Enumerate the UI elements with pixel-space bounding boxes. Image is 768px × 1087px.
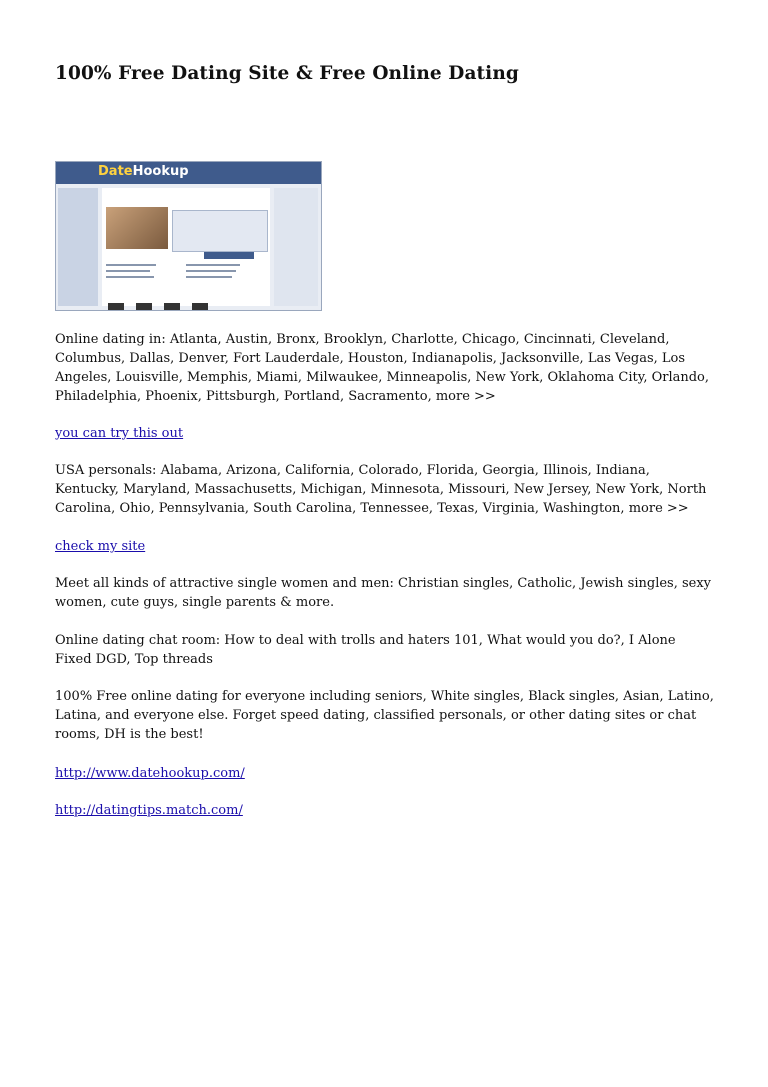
- screenshot-sidebar: [58, 188, 98, 306]
- screenshot-right-column: [274, 188, 318, 306]
- logo-text-date: Date: [98, 164, 133, 179]
- text-line: [186, 270, 236, 272]
- thumbnail: [164, 303, 180, 310]
- meet-paragraph: Meet all kinds of attractive single women and men: Christian singles, Catholic, Jewish singles, sexy women, cute guys, single parents & more.: [55, 576, 712, 610]
- text-line: [106, 264, 156, 266]
- text-line: [106, 276, 154, 278]
- chat-paragraph: Online dating chat room: How to deal with trolls and haters 101, What would you do?, I Alone Fixed DGD, Top threads: [55, 633, 676, 667]
- thumbnail: [192, 303, 208, 310]
- screenshot-header: [56, 162, 321, 184]
- cities-paragraph: Online dating in: Atlanta, Austin, Bronx, Brooklyn, Charlotte, Chicago, Cincinnati, Cleveland, Columbus, Dallas, Denver, Fort Lauderdale, Houston, Indianapolis, Jacksonville, Las Vegas, Los Angeles, Louisville, Memphis, Miami, Milwaukee, Minneapolis, New York, Oklahoma City, Orlando, Philadelphia, Phoenix, Pittsburgh, Portland, Sacramento, more >>: [55, 332, 710, 404]
- site-logo: [98, 164, 189, 179]
- couple-photo: [106, 207, 168, 249]
- search-form-graphic: [172, 210, 268, 252]
- thumbnail: [136, 303, 152, 310]
- website-screenshot: [55, 161, 322, 311]
- try-this-link[interactable]: you can try this out: [55, 426, 184, 441]
- url-paragraph-2: [55, 801, 715, 820]
- states-paragraph: USA personals: Alabama, Arizona, California, Colorado, Florida, Georgia, Illinois, Indiana, Kentucky, Maryland, Massachusetts, Michigan, Minnesota, Missouri, New Jersey, New York, North Carolina, Ohio, Pennsylvania, South Carolina, Tennessee, Texas, Virginia, Washington, more >>: [55, 463, 707, 516]
- page-title: 100% Free Dating Site & Free Online Dating: [55, 63, 519, 84]
- url-paragraph-1: [55, 764, 715, 783]
- datehookup-link[interactable]: http://www.datehookup.com/: [55, 766, 245, 781]
- text-line: [106, 270, 150, 272]
- link-paragraph-1: [55, 424, 715, 443]
- text-line: [186, 276, 232, 278]
- free-paragraph: 100% Free online dating for everyone including seniors, White singles, Black singles, Asian, Latino, Latina, and everyone else. Forget speed dating, classified personals, or other dating sites or chat rooms, DH is the best!: [55, 689, 714, 742]
- datingtips-link[interactable]: http://datingtips.match.com/: [55, 803, 243, 818]
- text-line: [186, 264, 240, 266]
- check-site-link[interactable]: check my site: [55, 539, 146, 554]
- link-paragraph-2: [55, 537, 715, 556]
- thumbnail: [108, 303, 124, 310]
- logo-text-hookup: Hookup: [132, 164, 189, 179]
- search-button-graphic: [204, 252, 254, 259]
